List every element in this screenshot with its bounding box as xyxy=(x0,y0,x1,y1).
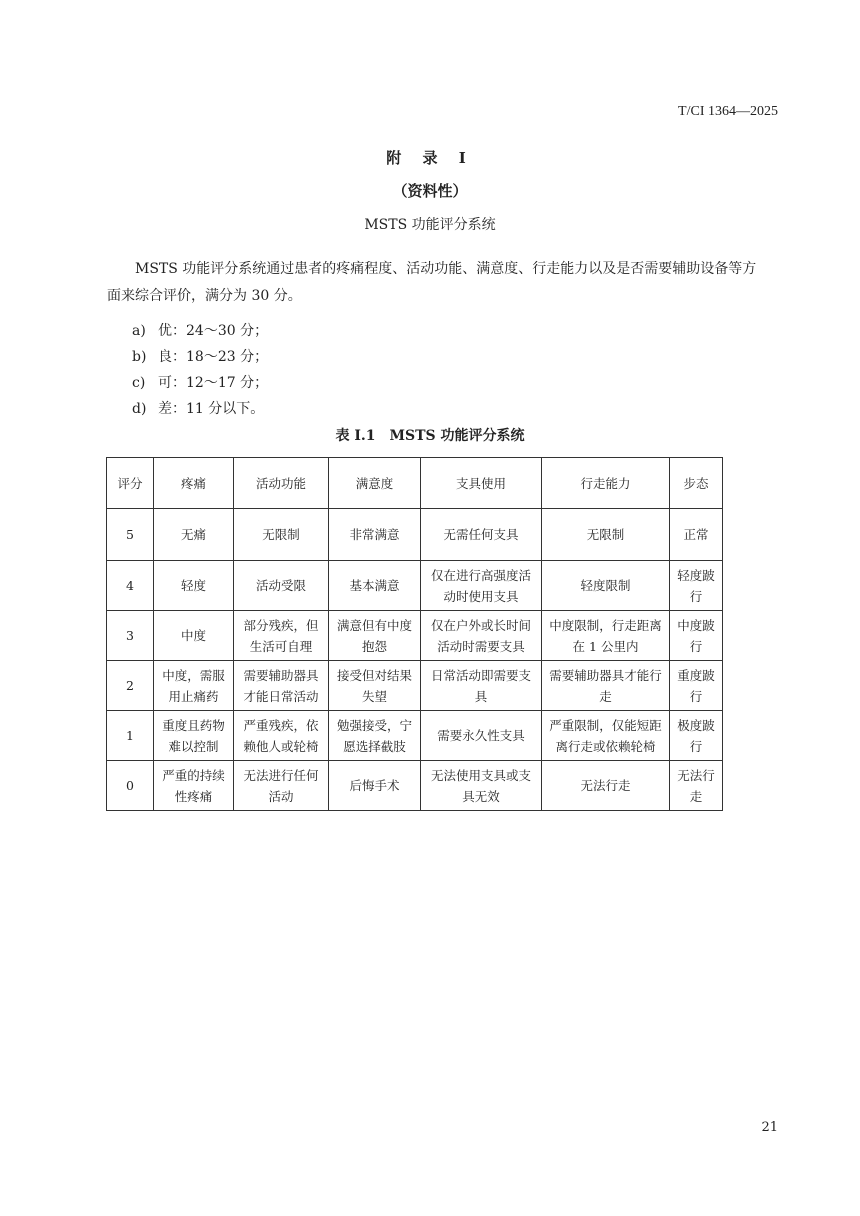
list-marker: a) xyxy=(132,323,146,339)
grade-item-poor xyxy=(132,396,268,422)
table-cell: 严重限制，仅能短距离行走或依赖轮椅 xyxy=(542,711,670,761)
table-row xyxy=(107,711,723,761)
table-cell: 勉强接受，宁愿选择截肢 xyxy=(329,711,421,761)
table-row xyxy=(107,509,723,561)
table-cell: 轻度限制 xyxy=(542,561,670,611)
standard-code: T/CI 1364—2025 xyxy=(678,104,778,119)
table-cell: 无法行走 xyxy=(670,761,723,811)
table-cell: 极度跛行 xyxy=(670,711,723,761)
table-cell: 需要辅助器具才能日常活动 xyxy=(234,661,329,711)
table-cell: 4 xyxy=(107,561,154,611)
table-cell: 中度跛行 xyxy=(670,611,723,661)
grade-text: 良：18～23 分； xyxy=(158,349,269,365)
appendix-type: （资料性） xyxy=(392,182,468,200)
table-cell: 无法行走 xyxy=(542,761,670,811)
grade-text: 可：12～17 分； xyxy=(158,375,269,391)
column-header: 满意度 xyxy=(329,458,421,509)
table-cell: 非常满意 xyxy=(329,509,421,561)
table-row xyxy=(107,561,723,611)
column-header: 行走能力 xyxy=(542,458,670,509)
table-cell: 无限制 xyxy=(542,509,670,561)
system-title: MSTS 功能评分系统 xyxy=(364,217,496,233)
table-cell: 无法进行任何活动 xyxy=(234,761,329,811)
grade-text: 优：24～30 分； xyxy=(158,323,269,339)
table-cell: 中度限制，行走距离在 1 公里内 xyxy=(542,611,670,661)
table-cell: 2 xyxy=(107,661,154,711)
grade-item-fair xyxy=(132,370,268,396)
table-row xyxy=(107,761,723,811)
table-cell: 基本满意 xyxy=(329,561,421,611)
table-cell: 活动受限 xyxy=(234,561,329,611)
table-cell: 5 xyxy=(107,509,154,561)
column-header: 评分 xyxy=(107,458,154,509)
table-cell: 重度跛行 xyxy=(670,661,723,711)
table-cell: 0 xyxy=(107,761,154,811)
grade-item-excellent xyxy=(132,318,268,344)
appendix-title: 附 录 I xyxy=(386,149,474,167)
table-cell: 仅在进行高强度活动时使用支具 xyxy=(421,561,542,611)
table-cell: 仅在户外或长时间活动时需要支具 xyxy=(421,611,542,661)
table-row xyxy=(107,611,723,661)
grade-list xyxy=(132,318,268,422)
table-cell: 需要永久性支具 xyxy=(421,711,542,761)
table-header-row xyxy=(107,458,723,509)
table-cell: 无痛 xyxy=(154,509,234,561)
intro-paragraph: MSTS 功能评分系统通过患者的疼痛程度、活动功能、满意度、行走能力以及是否需要辅助设备等方面来综合评价，满分为 30 分。 xyxy=(107,261,757,304)
table-cell: 后悔手术 xyxy=(329,761,421,811)
column-header: 支具使用 xyxy=(421,458,542,509)
column-header: 步态 xyxy=(670,458,723,509)
table-row xyxy=(107,661,723,711)
table-cell: 中度 xyxy=(154,611,234,661)
table-caption: 表 I.1 MSTS 功能评分系统 xyxy=(335,428,525,444)
table-cell: 严重的持续性疼痛 xyxy=(154,761,234,811)
table-cell: 接受但对结果失望 xyxy=(329,661,421,711)
table-cell: 部分残疾，但生活可自理 xyxy=(234,611,329,661)
column-header: 疼痛 xyxy=(154,458,234,509)
table-cell: 轻度 xyxy=(154,561,234,611)
table-cell: 3 xyxy=(107,611,154,661)
list-marker: d) xyxy=(132,401,147,417)
list-marker: c) xyxy=(132,375,146,391)
table-cell: 满意但有中度抱怨 xyxy=(329,611,421,661)
list-marker: b) xyxy=(132,349,147,365)
table-cell: 无限制 xyxy=(234,509,329,561)
table-cell: 1 xyxy=(107,711,154,761)
table-cell: 中度，需服用止痛药 xyxy=(154,661,234,711)
table-cell: 需要辅助器具才能行走 xyxy=(542,661,670,711)
table-cell: 无需任何支具 xyxy=(421,509,542,561)
grade-text: 差：11 分以下。 xyxy=(158,401,265,417)
table-cell: 轻度跛行 xyxy=(670,561,723,611)
table-cell: 重度且药物难以控制 xyxy=(154,711,234,761)
table-cell: 无法使用支具或支具无效 xyxy=(421,761,542,811)
column-header: 活动功能 xyxy=(234,458,329,509)
msts-score-table xyxy=(106,457,723,811)
table-cell: 日常活动即需要支具 xyxy=(421,661,542,711)
table-cell: 严重残疾，依赖他人或轮椅 xyxy=(234,711,329,761)
page-number: 21 xyxy=(761,1120,778,1135)
table-cell: 正常 xyxy=(670,509,723,561)
grade-item-good xyxy=(132,344,268,370)
